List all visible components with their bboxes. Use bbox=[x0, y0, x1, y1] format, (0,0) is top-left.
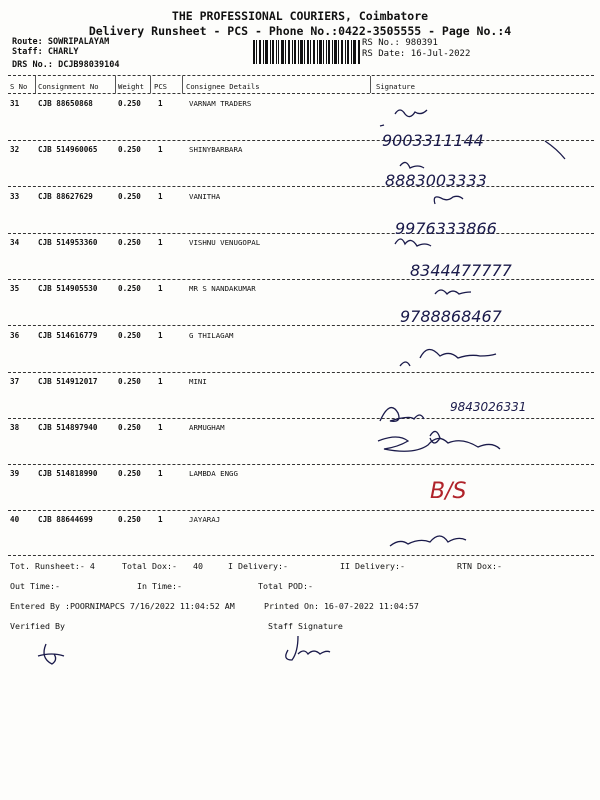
rs-date-line bbox=[362, 49, 470, 59]
row-weight: 0.250 bbox=[118, 238, 141, 247]
barcode-image bbox=[253, 40, 361, 64]
row-consignment: CJB 514960065 bbox=[38, 145, 98, 154]
row-consignee: SHINYBARBARA bbox=[189, 145, 243, 154]
row-weight: 0.250 bbox=[118, 145, 141, 154]
handwritten-phone-r35: 9788868467 bbox=[400, 307, 502, 326]
row-pcs: 1 bbox=[158, 469, 163, 478]
rs-no-label: RS No.: bbox=[362, 38, 400, 48]
row-weight: 0.250 bbox=[118, 99, 141, 108]
row-consignment: CJB 514912017 bbox=[38, 377, 98, 386]
row-consignment: CJB 514616779 bbox=[38, 331, 98, 340]
ii-delivery: II Delivery:- bbox=[340, 561, 405, 571]
staff-line bbox=[12, 47, 79, 57]
row-weight: 0.250 bbox=[118, 192, 141, 201]
col-divider bbox=[115, 76, 116, 93]
header-top-rule bbox=[8, 75, 594, 76]
row-consignment: CJB 514897940 bbox=[38, 423, 98, 432]
verified-by: Verified By bbox=[10, 621, 65, 631]
col-divider bbox=[35, 76, 36, 93]
row-weight: 0.250 bbox=[118, 515, 141, 524]
row-consignment: CJB 514818990 bbox=[38, 469, 98, 478]
row-consignee: JAYARAJ bbox=[189, 515, 221, 524]
total-pod: Total POD:- bbox=[258, 581, 313, 591]
row-pcs: 1 bbox=[158, 331, 163, 340]
handwritten-signatures bbox=[370, 96, 590, 556]
row-sno: 39 bbox=[10, 469, 20, 478]
document-subtitle: Delivery Runsheet - PCS - Phone No.:0422-3505555 - Page No.:4 bbox=[88, 24, 512, 38]
route-value: SOWRIPALAYAM bbox=[47, 37, 110, 47]
document-title: THE PROFESSIONAL COURIERS, Coimbatore bbox=[171, 9, 429, 23]
row-weight: 0.250 bbox=[118, 284, 141, 293]
row-pcs: 1 bbox=[158, 99, 163, 108]
entered-by: Entered By :POORNIMAPCS 7/16/2022 11:04:52 AM bbox=[10, 601, 235, 611]
handwritten-note-r39: B/S bbox=[430, 479, 467, 504]
printed-on: Printed On: 16-07-2022 11:04:57 bbox=[264, 601, 419, 611]
staff-signature-label: Staff Signature bbox=[268, 621, 343, 631]
row-consignee: VARNAM TRADERS bbox=[189, 99, 252, 108]
total-dox-label: Total Dox:- bbox=[122, 561, 177, 571]
row-consignee: MINI bbox=[189, 377, 207, 386]
row-weight: 0.250 bbox=[118, 469, 141, 478]
row-sno: 31 bbox=[10, 99, 20, 108]
row-sno: 40 bbox=[10, 515, 20, 524]
staff-value: CHARLY bbox=[47, 47, 79, 57]
handwritten-phone-r37: 9843026331 bbox=[450, 400, 527, 414]
row-consignee: MR S NANDAKUMAR bbox=[189, 284, 256, 293]
row-pcs: 1 bbox=[158, 145, 163, 154]
row-pcs: 1 bbox=[158, 238, 163, 247]
tot-runsheet: Tot. Runsheet:- 4 bbox=[10, 561, 95, 571]
in-time: In Time:- bbox=[137, 581, 182, 591]
row-consignment: CJB 514953360 bbox=[38, 238, 98, 247]
row-sno: 32 bbox=[10, 145, 20, 154]
staff-label: Staff: bbox=[12, 47, 43, 57]
row-consignee: ARMUGHAM bbox=[189, 423, 225, 432]
route-label: Route: bbox=[12, 37, 43, 47]
rs-date-label: RS Date: bbox=[362, 49, 406, 59]
row-sno: 35 bbox=[10, 284, 20, 293]
row-consignment: CJB 514905530 bbox=[38, 284, 98, 293]
handwritten-phone-r31: 9003311144 bbox=[382, 131, 484, 150]
handwritten-phone-r32: 8883003333 bbox=[385, 171, 487, 190]
row-sno: 38 bbox=[10, 423, 20, 432]
row-consignee: VANITHA bbox=[189, 192, 221, 201]
row-consignee: G THILAGAM bbox=[189, 331, 234, 340]
col-header-consignee: Consignee Details bbox=[186, 82, 260, 91]
col-header-consignment: Consignment No bbox=[38, 82, 99, 91]
drs-label: DRS No.: bbox=[12, 60, 53, 70]
rs-no-line bbox=[362, 38, 438, 48]
route-line bbox=[12, 37, 109, 47]
total-dox-value: 40 bbox=[193, 561, 203, 571]
col-header-pcs: PCS bbox=[154, 82, 167, 91]
row-pcs: 1 bbox=[158, 284, 163, 293]
row-consignment: CJB 88627629 bbox=[38, 192, 93, 201]
row-weight: 0.250 bbox=[118, 423, 141, 432]
rs-date-value: 16-Jul-2022 bbox=[410, 49, 471, 59]
row-pcs: 1 bbox=[158, 423, 163, 432]
row-pcs: 1 bbox=[158, 515, 163, 524]
row-consignee: VISHNU VENUGOPAL bbox=[189, 238, 261, 247]
row-pcs: 1 bbox=[158, 192, 163, 201]
row-consignment: CJB 88644699 bbox=[38, 515, 93, 524]
row-sno: 37 bbox=[10, 377, 20, 386]
row-sno: 36 bbox=[10, 331, 20, 340]
verifier-signature bbox=[34, 640, 74, 670]
out-time: Out Time:- bbox=[10, 581, 60, 591]
row-weight: 0.250 bbox=[118, 377, 141, 386]
row-consignment: CJB 88650868 bbox=[38, 99, 93, 108]
i-delivery: I Delivery:- bbox=[228, 561, 288, 571]
rtn-dox: RTN Dox:- bbox=[457, 561, 502, 571]
rs-no-value: 980391 bbox=[405, 38, 438, 48]
row-pcs: 1 bbox=[158, 377, 163, 386]
col-divider bbox=[150, 76, 151, 93]
col-divider bbox=[182, 76, 183, 93]
handwritten-phone-r34: 8344477777 bbox=[410, 261, 512, 280]
row-consignee: LAMBDA ENGG bbox=[189, 469, 238, 478]
row-weight: 0.250 bbox=[118, 331, 141, 340]
col-header-signature: Signature bbox=[376, 82, 415, 91]
handwritten-phone-r33: 9976333866 bbox=[395, 219, 497, 238]
row-sno: 34 bbox=[10, 238, 20, 247]
col-divider bbox=[370, 76, 371, 93]
drs-line bbox=[12, 60, 120, 70]
col-header-sno: S No bbox=[10, 82, 28, 91]
col-header-weight: Weight bbox=[118, 82, 144, 91]
staff-signature bbox=[278, 630, 338, 666]
drs-value: DCJB98039104 bbox=[58, 60, 120, 70]
row-sno: 33 bbox=[10, 192, 20, 201]
header-bottom-rule bbox=[8, 93, 594, 94]
